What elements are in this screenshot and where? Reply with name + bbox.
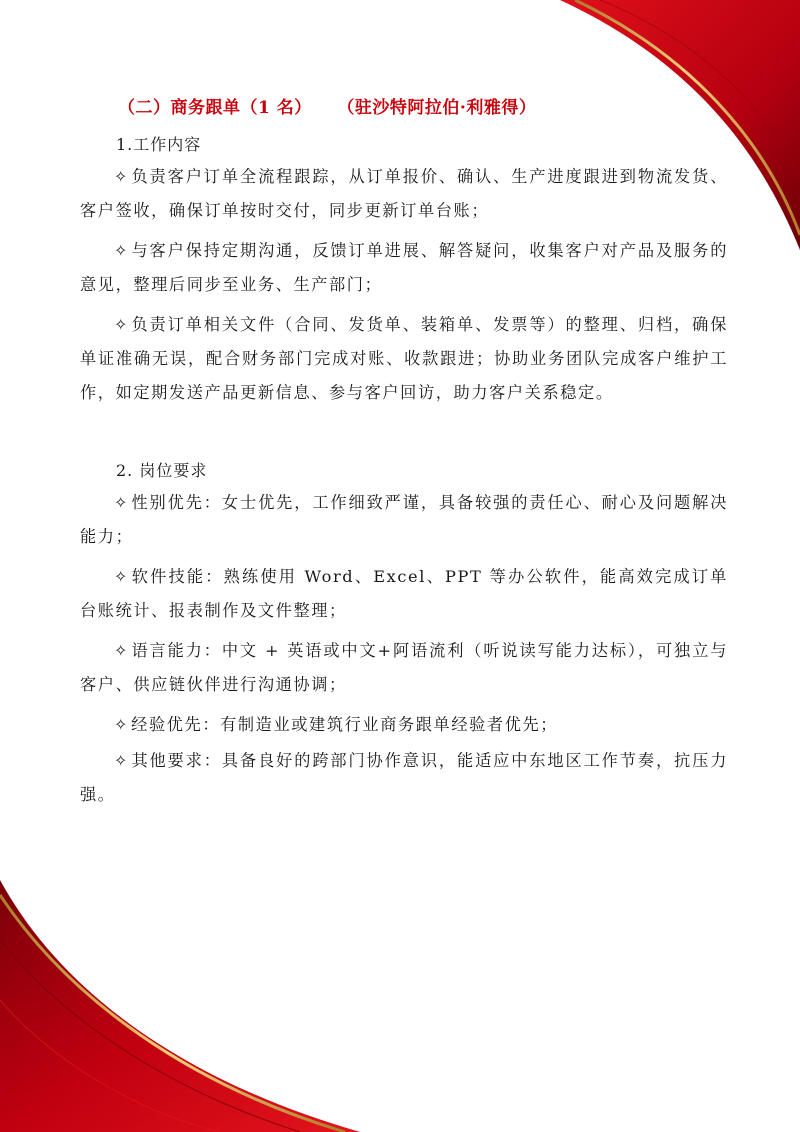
job-heading: （二）商务跟单（1 名） （驻沙特阿拉伯·利雅得） (118, 98, 537, 118)
diamond-bullet-icon: ✧ (114, 315, 130, 334)
section-title-work-content: 1.工作内容 (116, 135, 202, 154)
requirement-item-4: ✧ 经验优先：有制造业或建筑行业商务跟单经验者优先； (114, 715, 559, 734)
work-item-3: ✧ 负责订单相关文件（合同、发货单、装箱单、发票等）的整理、归档，确保单证准确无误，配合财务部门完成对账、收款跟进；协助业务团队完成客户维护工作，如定期发送产品更新信息、参与客户回访，助力客户关系稳定。 (80, 315, 728, 402)
requirement-item-1: ✧ 性别优先：女士优先，工作细致严谨，具备较强的责任心、耐心及问题解决能力； (80, 493, 728, 546)
diamond-bullet-icon: ✧ (114, 567, 130, 586)
diamond-bullet-icon: ✧ (114, 167, 130, 186)
requirement-item-5: ✧ 其他要求：具备良好的跨部门协作意识，能适应中东地区工作节奏，抗压力强。 (80, 751, 728, 804)
diamond-bullet-icon: ✧ (114, 241, 130, 260)
diamond-bullet-icon: ✧ (114, 715, 130, 734)
requirement-item-3: ✧ 语言能力：中文 + 英语或中文+阿语流利（听说读写能力达标），可独立与客户、供应链伙伴进行沟通协调； (80, 641, 728, 694)
work-item-1: ✧ 负责客户订单全流程跟踪，从订单报价、确认、生产进度跟进到物流发货、客户签收，确保订单按时交付，同步更新订单台账； (80, 167, 728, 220)
section-title-requirements: 2. 岗位要求 (116, 461, 208, 480)
requirement-item-2: ✧ 软件技能：熟练使用 Word、Excel、PPT 等办公软件，能高效完成订单台账统计、报表制作及文件整理； (80, 567, 728, 620)
diamond-bullet-icon: ✧ (114, 493, 130, 512)
work-item-2: ✧ 与客户保持定期沟通，反馈订单进展、解答疑问，收集客户对产品及服务的意见，整理后同步至业务、生产部门； (80, 241, 728, 294)
diamond-bullet-icon: ✧ (114, 641, 130, 660)
diamond-bullet-icon: ✧ (114, 751, 130, 770)
